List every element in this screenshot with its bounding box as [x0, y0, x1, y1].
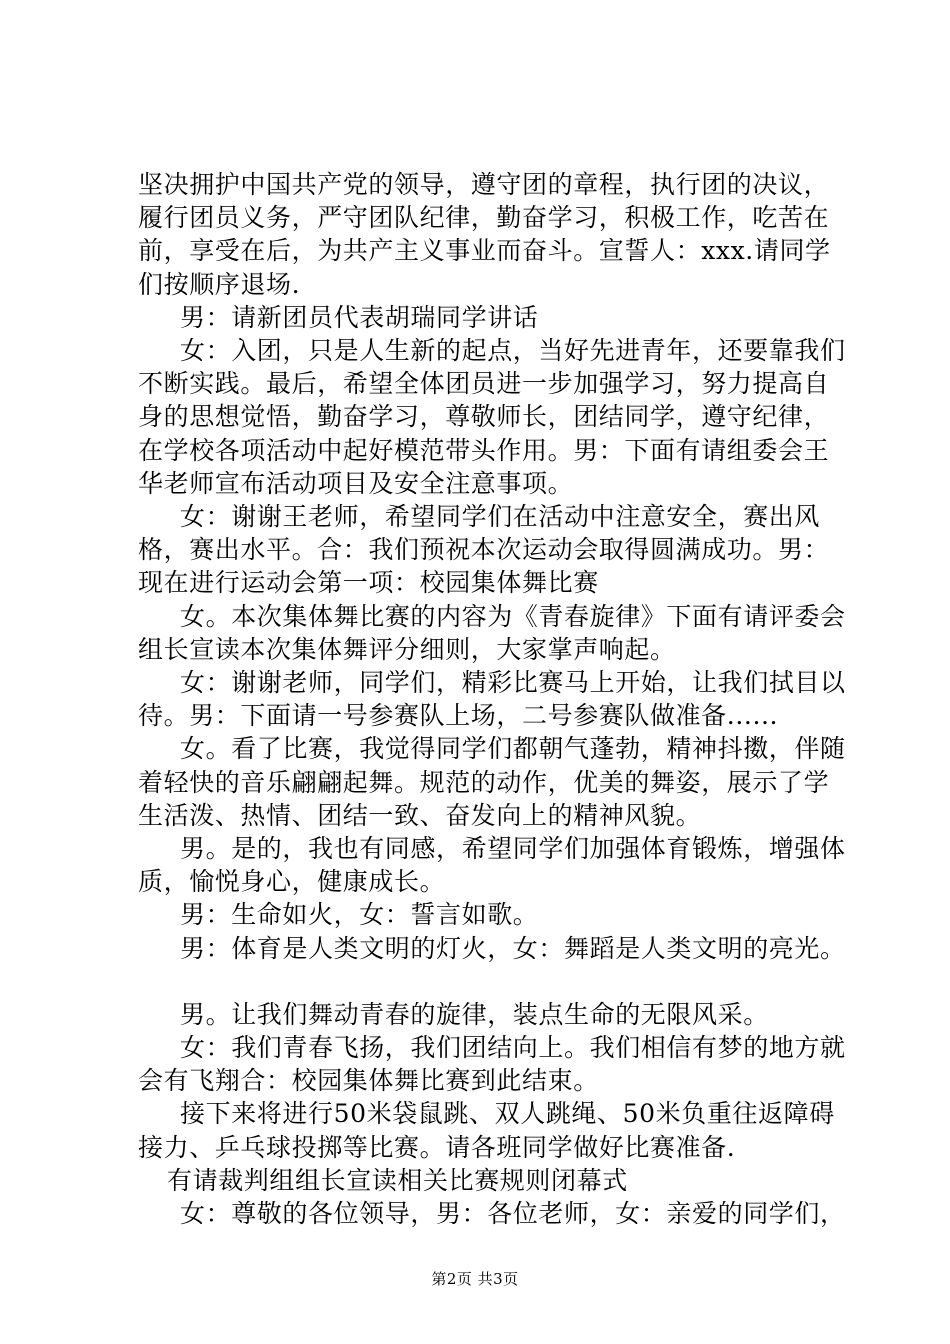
- paragraph-dance-youth: 男。让我们舞动青春的旋律，装点生命的无限风采。: [180, 999, 769, 1029]
- paragraph-join-league: 女：入团，只是人生新的起点，当好先进青年，还要靠我们不断实践。最后，希望全体团员进一步加强学习，努力提高自身的思想觉悟，勤奋学习，尊敬师长，团结同学，遵守纪律，在学校各项活动中起好模范带头作用。男：下面有请组委会王华老师宣布活动项目及安全注意事项。: [138, 336, 846, 498]
- paragraph-gap: [138, 965, 850, 998]
- paragraph-oath: 坚决拥护中国共产党的领导，遵守团的章程，执行团的决议，履行团员义务，严守团队纪律，勤奋学习，积极工作，吃苦在前，享受在后，为共产主义事业而奋斗。宣誓人：xxx.请同学们按顺序退场.: [138, 170, 831, 299]
- document-body: [138, 168, 850, 1230]
- paragraph-rules-closing: 有请裁判组组长宣读相关比赛规则闭幕式: [167, 1165, 628, 1195]
- paragraph-new-member-speech: 男：请新团员代表胡瑞同学讲话: [180, 302, 539, 332]
- paragraph-dance-competition: 女。本次集体舞比赛的内容为《青春旋律》下面有请评委会组长宣读本次集体舞评分细则，大家掌声响起。: [138, 601, 846, 664]
- paragraph-agreement: 男。是的，我也有同感，希望同学们加强体育锻炼，增强体质，愉悦身心，健康成长。: [138, 834, 846, 897]
- paragraph-greeting: 女：尊敬的各位领导，男：各位老师，女：亲爱的同学们，: [180, 1199, 846, 1229]
- paragraph-life-like-fire: 男：生命如火，女：誓言如歌。: [180, 900, 539, 930]
- paragraph-after-watching: 女。看了比赛，我觉得同学们都朝气蓬勃，精神抖擞，伴随着轻快的音乐翩翩起舞。规范的动作，优美的舞姿，展示了学生活泼、热情、团结一致、奋发向上的精神风貌。: [138, 734, 846, 830]
- paragraph-thanks-teacher-wang: 女：谢谢王老师，希望同学们在活动中注意安全，赛出风格，赛出水平。合：我们预祝本次运动会取得圆满成功。男：现在进行运动会第一项：校园集体舞比赛: [138, 502, 830, 598]
- paragraph-sports-civilization: 男：体育是人类文明的灯火，女：舞蹈是人类文明的亮光。: [180, 933, 846, 963]
- page-number-footer: 第2页 共3页: [431, 1270, 519, 1288]
- paragraph-competition-start: 女：谢谢老师，同学们，精彩比赛马上开始，让我们拭目以待。男：下面请一号参赛队上场，二号参赛队做准备......: [138, 668, 846, 731]
- paragraph-next-events: 接下来将进行50米袋鼠跳、双人跳绳、50米负重往返障碍接力、乒乓球投掷等比赛。请各班同学做好比赛准备.: [138, 1099, 835, 1162]
- paragraph-youth-soaring: 女：我们青春飞扬，我们团结向上。我们相信有梦的地方就会有飞翔合：校园集体舞比赛到此结束。: [138, 1033, 846, 1096]
